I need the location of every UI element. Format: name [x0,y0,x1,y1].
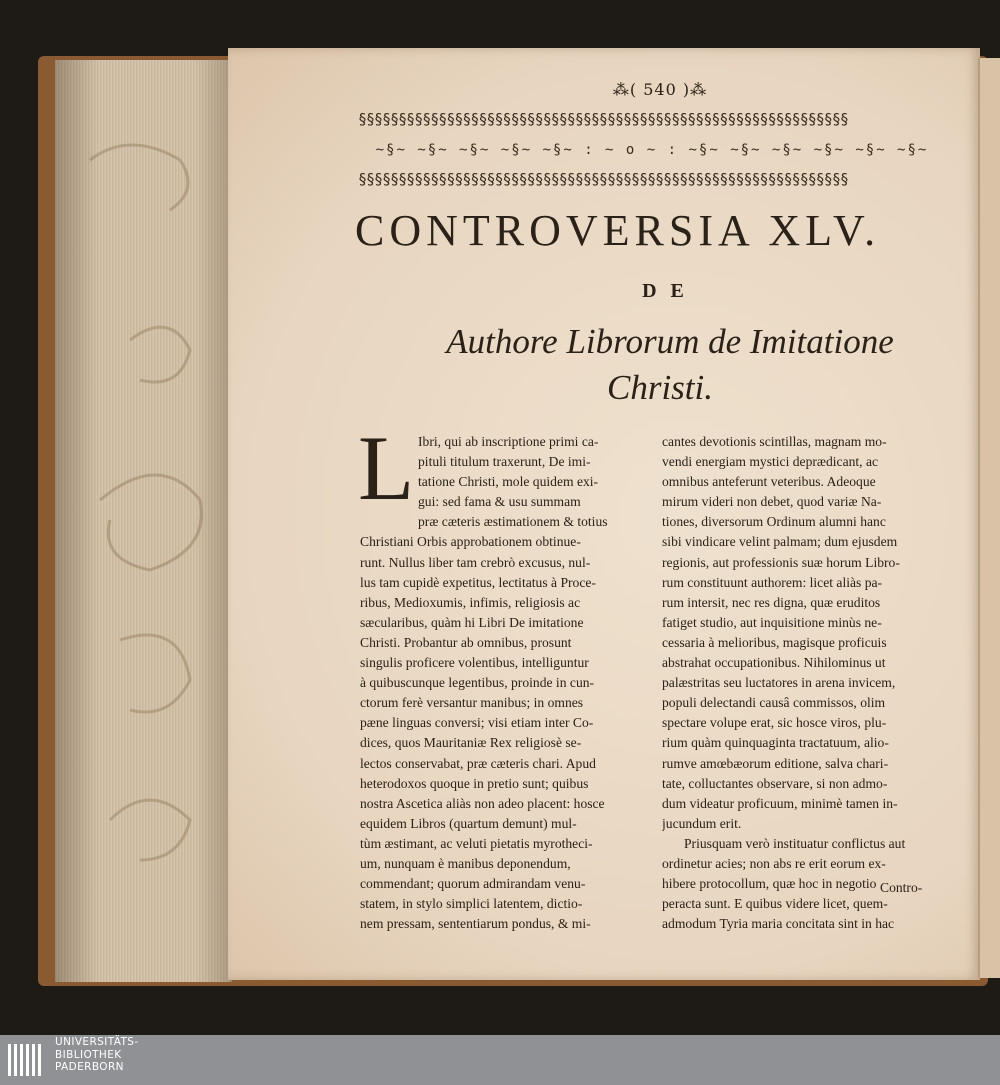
text-line: peracta sunt. E quibus videre licet, quem- [662,896,888,912]
text-line: Priusquam verò instituatur conflictus aut [684,835,906,851]
text-line: pæne linguas conversi; visi etiam inter Co- [360,715,594,731]
text-line: Christi. Probantur ab omnibus, prosunt [360,634,572,650]
catchword: Contro- [880,880,923,895]
text-line: sibi vindicare velint palmam; dum ejusdem [662,534,898,550]
chapter-title: CONTROVERSIA XLV. [355,206,881,255]
text-line: singulis proficere volentibus, intelliguntur [360,655,589,671]
text-line: gui: sed fama & usu summam [418,494,581,510]
text-line: admodum Tyria maria concitata sint in hac [662,916,895,932]
library-logo-icon [6,1040,48,1080]
text-line: à quibuscunque legentibus, proinde in cun- [360,675,595,691]
text-line: cessaria à melioribus, magisque proficuis [662,634,887,650]
subtitle-line-1: Authore Librorum de Imitatione [446,322,894,361]
library-name-line-3: PADERBORN [55,1061,124,1073]
text-line: commendant; quorum admirandam venu- [360,876,586,892]
text-line: præ cæteris æstimationem & totius [418,514,608,530]
text-line: palæstritas seu luctatores in arena invicem, [662,675,896,691]
title-preposition: DE [642,280,698,302]
text-line: dices, quos Mauritaniæ Rex religiosè se- [360,735,582,751]
text-line: heterodoxos quoque in pretio sunt; quibus [360,775,589,791]
text-line: um, nunquam è manibus deponendum, [360,855,571,871]
text-line: tiones, diversorum Ordinum alumni hanc [662,514,886,530]
text-line: ordinetur acies; non abs re erit eorum ex- [662,855,886,871]
text-line: jucundum erit. [662,815,742,831]
library-name [55,1036,139,1074]
text-line: pituli titulum traxerunt, De imi- [418,454,591,470]
text-line: populi delectandi causâ commissos, olim [662,695,886,711]
text-line: rum intersit, nec res digna, quæ eruditos [662,594,881,610]
fore-edge-shadow [55,60,230,982]
text-column-left [360,432,650,934]
text-line: vendi energiam mystici deprædicant, ac [662,454,879,470]
text-line: mirum videri non debet, quod variæ Na- [662,494,882,510]
text-line: ctorum ferè versantur manibus; in omnes [360,695,584,711]
text-line: lectos conservabat, præ cæteris chari. Apud [360,755,596,771]
text-line: tatione Christi, mole quidem exi- [418,474,599,490]
text-line: rum constituunt authorem: licet aliàs pa- [662,574,883,590]
text-line: sæcularibus, quàm hi Libri De imitatione [360,614,584,630]
text-line: nem pressam, sententiarum pondus, & mi- [360,916,591,932]
drop-capital: L [358,417,415,519]
text-line: nostra Ascetica aliàs non adeo placent: hosce [360,795,605,811]
text-line: omnibus anteferunt veteribus. Adeoque [662,474,876,490]
text-line: Christiani Orbis approbationem obtinue- [360,534,581,550]
text-line: dum videatur proficuum, minimè tamen in- [662,795,898,811]
ornament-band-bottom: §§§§§§§§§§§§§§§§§§§§§§§§§§§§§§§§§§§§§§§§§§§§§§§§§§§§§§§§§§§§§ [358,170,848,188]
text-line: tate, colluctantes observare, si non admo- [662,775,888,791]
text-line: runt. Nullus liber tam crebrò excusus, nul- [360,554,591,570]
text-line: lus tam cupidè expetitus, lectitatus à Proce- [360,574,596,590]
text-line: regionis, aut professionis suæ horum Libro- [662,554,900,570]
text-line: abstrahat occupationibus. Nihilominus ut [662,655,886,671]
text-line: rium quàm quinquaginta tractatuum, alio- [662,735,889,751]
ornament-band-middle: ~§~ ~§~ ~§~ ~§~ ~§~ : ~ o ~ : ~§~ ~§~ ~§~ ~§~ ~§~ ~§~ [375,142,929,158]
page-number: ⁂( 540 )⁂ [612,80,708,99]
text-line: Ibri, qui ab inscriptione primi ca- [418,434,599,449]
library-footer-bar [0,1035,1000,1085]
library-name-line-1: UNIVERSITÄTS- [55,1036,139,1048]
library-name-line-2: BIBLIOTHEK [55,1048,122,1061]
text-line: fatiget studio, aut inquisitione minùs ne- [662,614,882,630]
text-line: statem, in stylo simplici latentem, dictio- [360,896,583,912]
ornament-band-top: §§§§§§§§§§§§§§§§§§§§§§§§§§§§§§§§§§§§§§§§§§§§§§§§§§§§§§§§§§§§§ [358,110,848,128]
text-line: cantes devotionis scintillas, magnam mo- [662,434,887,449]
text-line: tùm æstimant, ac veluti pietatis myrotheci- [360,835,593,851]
text-line: equidem Libros (quartum demunt) mul- [360,815,577,831]
next-page-edge [978,58,1000,978]
text-column-right [662,432,944,934]
text-line: spectare volupe erat, sic hosce viros, plu- [662,715,887,731]
text-line: rumve amœbæorum editione, salva chari- [662,755,889,771]
text-line: ribus, Medioxumis, infimis, religiosis ac [360,594,581,610]
text-line: hibere protocollum, quæ hoc in negotio [662,876,877,892]
subtitle-line-2: Christi. [606,368,713,407]
